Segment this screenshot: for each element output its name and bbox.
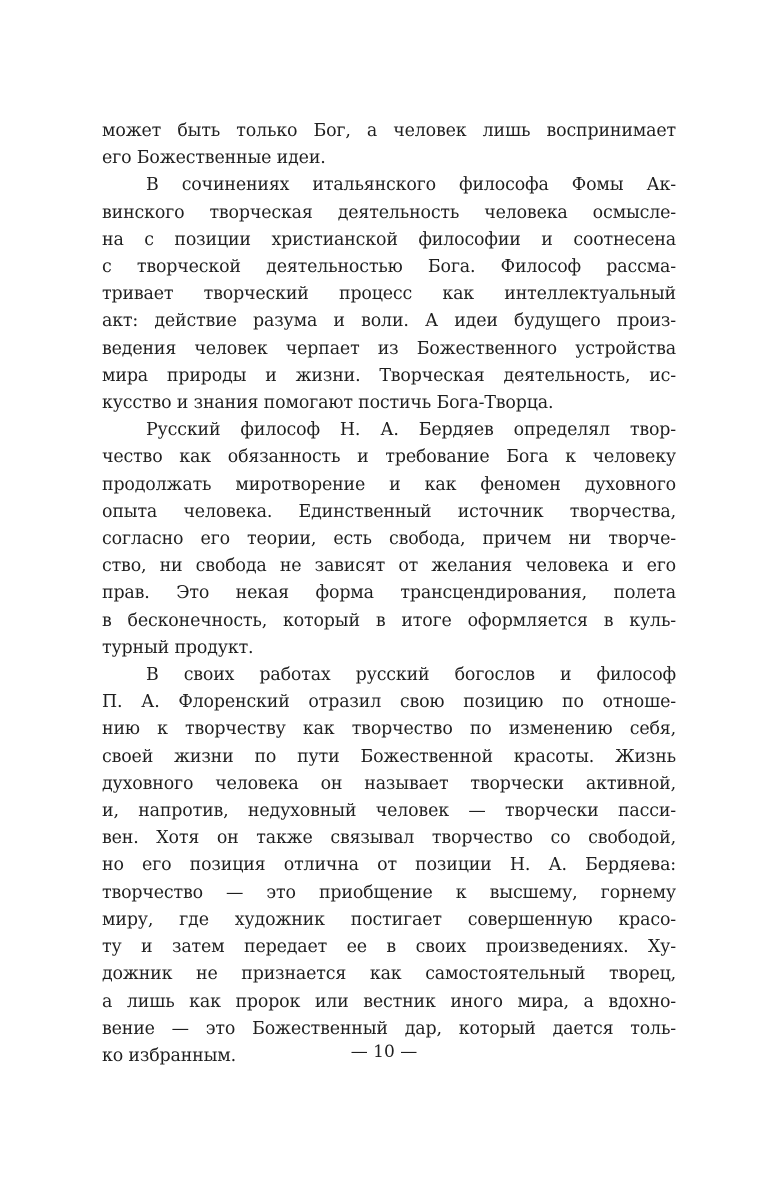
- text-line: с творческой деятельностью Бога. Философ рассма-: [102, 257, 676, 278]
- text-line: его Божественные идеи.: [102, 148, 326, 169]
- text-line: ту и затем передает ее в своих произведениях. Ху-: [102, 937, 676, 958]
- text-line: духовного человека он называет творчески активной,: [102, 773, 676, 794]
- text-line: акт: действие разума и воли. А идеи будущего произ-: [102, 311, 676, 332]
- text-line: нию к творчеству как творчество по изменению себя,: [102, 719, 676, 740]
- paragraph: [102, 417, 676, 662]
- text-line: согласно его теории, есть свобода, причем ни творче-: [102, 529, 676, 550]
- text-line: на с позиции христианской философии и соотнесена: [102, 229, 676, 250]
- text-line: турный продукт.: [102, 637, 254, 658]
- text-line: В сочинениях итальянского философа Фомы Ак-: [146, 175, 676, 196]
- body-text: [102, 118, 676, 1070]
- text-line: может быть только Бог, а человек лишь воспринимает: [102, 121, 676, 141]
- text-line: творчество — это приобщение к высшему, горнему: [102, 882, 676, 903]
- text-line: миру, где художник постигает совершенную красо-: [102, 909, 676, 930]
- text-line: ко избранным.: [102, 1045, 237, 1066]
- paragraph: [102, 172, 676, 417]
- text-line: тривает творческий процесс как интеллектуальный: [102, 284, 676, 305]
- text-line: ведения человек черпает из Божественного устройства: [102, 338, 676, 359]
- page-number: — 10 —: [350, 1042, 418, 1062]
- text-line: вение — это Божественный дар, который дается толь-: [102, 1018, 676, 1039]
- text-line: дожник не признается как самостоятельный творец,: [102, 964, 676, 985]
- text-line: а лишь как пророк или вестник иного мира, а вдохно-: [102, 991, 676, 1012]
- text-line: но его позиция отлична от позиции Н. А. Бердяева:: [102, 855, 676, 876]
- text-line: П. А. Флоренский отразил свою позицию по отноше-: [102, 692, 676, 713]
- text-line: и, напротив, недуховный человек — творчески пасси-: [102, 801, 676, 822]
- text-line: винского творческая деятельность человека осмысле-: [102, 202, 676, 223]
- text-line: опыта человека. Единственный источник творчества,: [102, 501, 676, 522]
- text-line: в бесконечность, который в итоге оформляется в куль-: [102, 610, 676, 631]
- text-line: В своих работах русский богослов и философ: [146, 665, 676, 686]
- text-line: вен. Хотя он также связывал творчество со свободой,: [102, 828, 676, 849]
- paragraph: [102, 662, 676, 1070]
- text-line: мира природы и жизни. Творческая деятельность, ис-: [102, 365, 676, 386]
- text-line: чество как обязанность и требование Бога к человеку: [102, 447, 676, 468]
- text-line: ство, ни свобода не зависят от желания человека и его: [102, 556, 676, 577]
- text-line: прав. Это некая форма трансцендирования, полета: [102, 583, 676, 604]
- text-line: кусство и знания помогают постичь Бога-Творца.: [102, 393, 554, 414]
- text-line: Русский философ Н. А. Бердяев определял твор-: [146, 420, 676, 441]
- text-line: своей жизни по пути Божественной красоты. Жизнь: [102, 746, 676, 767]
- text-line: продолжать миротворение и как феномен духовного: [102, 474, 676, 495]
- paragraph: [102, 118, 676, 172]
